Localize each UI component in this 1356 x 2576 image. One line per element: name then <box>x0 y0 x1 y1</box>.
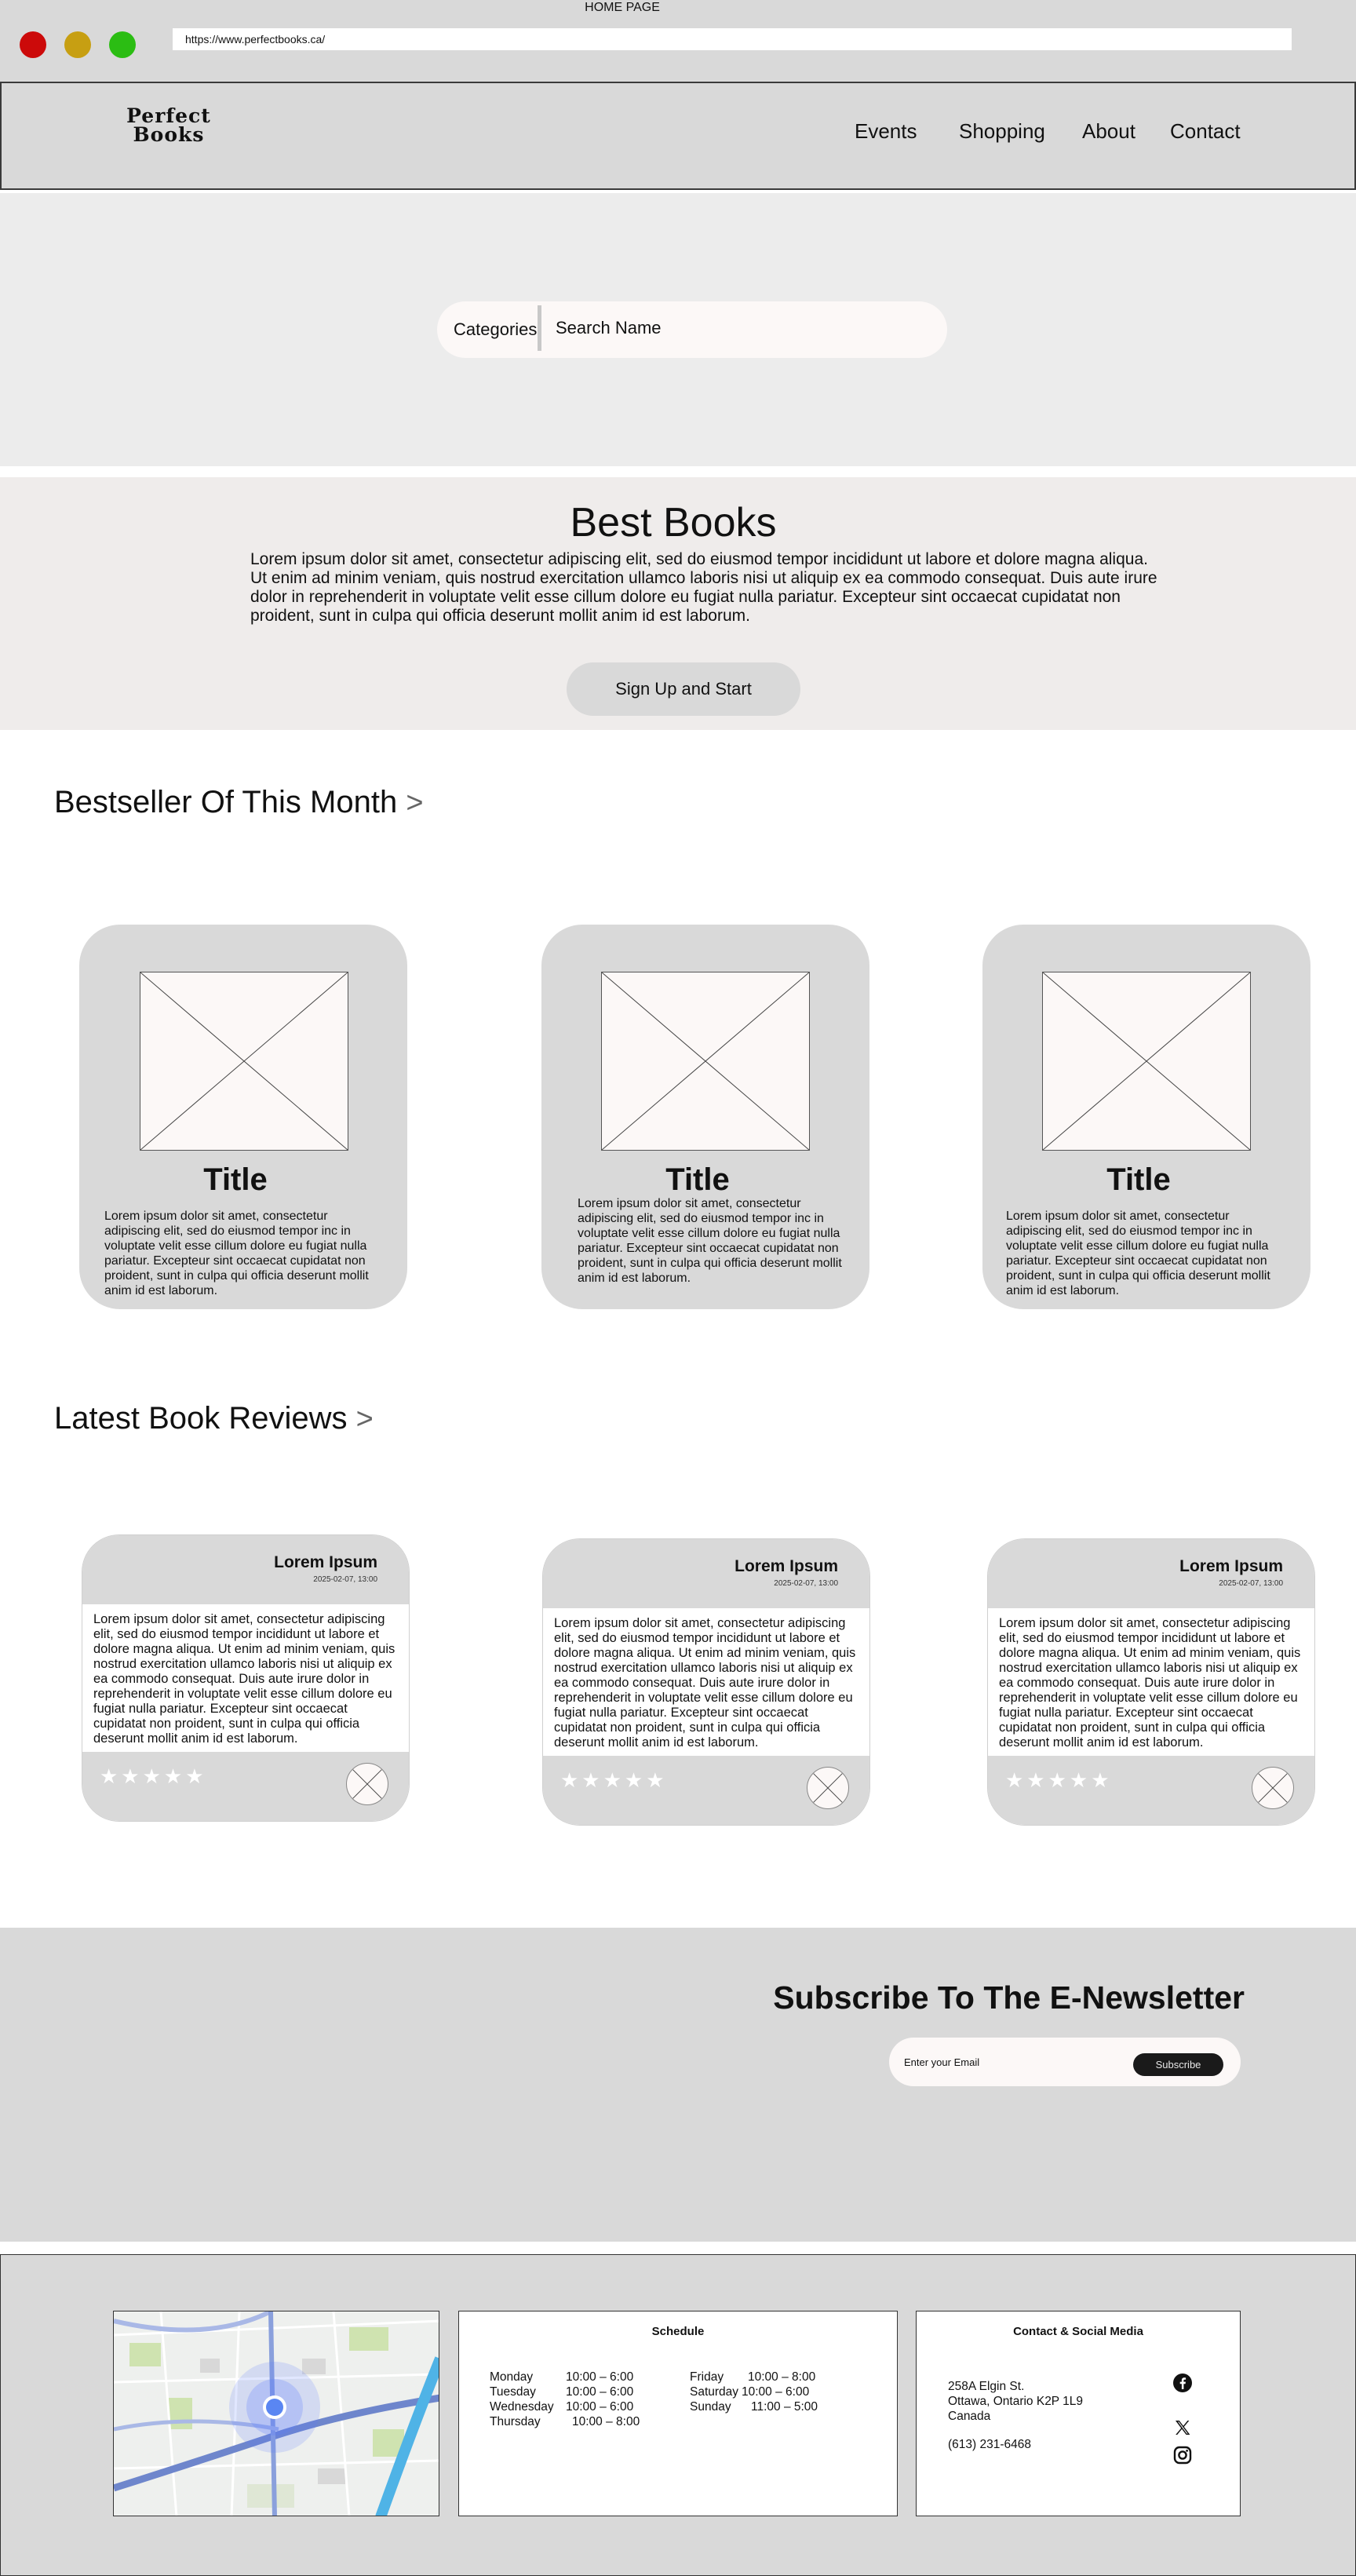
review-text: Lorem ipsum dolor sit amet, consectetur adipiscing elit, sed do eiusmod tempor incididunt ut labore et dolore magna aliqua. Ut enim ad minim veniam, quis nostrud exercitation ullamco laboris nisi ut aliquip ex ea commodo consequat. Duis aute irure dolor in reprehenderit in voluptate velit esse cillum dolore eu fugiat nulla pariatur. Excepteur sint occaecat cupidatat non proident, sunt in culpa qui officia deserunt mollit anim id est laborum. <box>999 1616 1301 1750</box>
window-close-button[interactable] <box>20 31 46 58</box>
bestseller-heading-text: Bestseller Of This Month <box>54 785 398 819</box>
schedule-hours: 10:00 – 6:00 <box>566 2385 634 2399</box>
nav-events[interactable]: Events <box>855 119 917 143</box>
schedule-hours-2 <box>742 2370 818 2414</box>
reviews-heading[interactable] <box>54 1399 374 1439</box>
reviewer-name: Lorem Ipsum <box>734 1557 838 1575</box>
review-text: Lorem ipsum dolor sit amet, consectetur adipiscing elit, sed do eiusmod tempor incididunt ut labore et dolore magna aliqua. Ut enim ad minim veniam, quis nostrud exercitation ullamco laboris nisi ut aliquip ex ea commodo consequat. Duis aute irure dolor in reprehenderit in voluptate velit esse cillum dolore eu fugiat nulla pariatur. Excepteur sint occaecat cupidatat non proident, sunt in culpa qui officia deserunt mollit anim id est laborum. <box>93 1612 396 1746</box>
book-title[interactable]: Title <box>665 1162 730 1197</box>
logo-line-2: Books <box>133 123 205 146</box>
schedule-title: Schedule <box>651 2325 705 2338</box>
rating-stars: ★★★★★ <box>560 1768 668 1792</box>
schedule-hours: 10:00 – 6:00 <box>566 2400 634 2414</box>
book-title[interactable]: Title <box>203 1162 268 1197</box>
rating-stars: ★★★★★ <box>1005 1768 1113 1792</box>
book-description: Lorem ipsum dolor sit amet, consectetur adipiscing elit, sed do eiusmod tempor inc in voluptate velit esse cillum dolore eu fugiat nulla pariatur. Excepteur sint occaecat cupidatat non proident, sunt in culpa qui officia deserunt mollit anim id est laborum. <box>578 1197 842 1285</box>
schedule-day: Saturday <box>690 2385 739 2399</box>
book-cover-placeholder <box>601 972 810 1151</box>
logo-line-1: Perfect <box>126 104 211 127</box>
review-card <box>987 1538 1315 1826</box>
schedule-day: Sunday <box>690 2400 731 2414</box>
review-date: 2025-02-07, 13:00 <box>313 1575 377 1584</box>
review-text: Lorem ipsum dolor sit amet, consectetur adipiscing elit, sed do eiusmod tempor incididunt ut labore et dolore magna aliqua. Ut enim ad minim veniam, quis nostrud exercitation ullamco laboris nisi ut aliquip ex ea commodo consequat. Duis aute irure dolor in reprehenderit in voluptate velit esse cillum dolore eu fugiat nulla pariatur. Excepteur sint occaecat cupidatat non proident, sunt in culpa qui officia deserunt mollit anim id est laborum. <box>554 1616 856 1750</box>
page-label: HOME PAGE <box>585 1 660 14</box>
instagram-icon[interactable] <box>1172 2445 1193 2465</box>
schedule-hours: 10:00 – 6:00 <box>566 2370 634 2384</box>
facebook-icon[interactable] <box>1172 2373 1193 2393</box>
book-description: Lorem ipsum dolor sit amet, consectetur adipiscing elit, sed do eiusmod tempor inc in voluptate velit esse cillum dolore eu fugiat nulla pariatur. Excepteur sint occaecat cupidatat non proident, sunt in culpa qui officia deserunt mollit anim id est laborum. <box>104 1210 369 1297</box>
contact-box <box>916 2311 1241 2516</box>
address-line-2: Ottawa, Ontario K2P 1L9 <box>948 2395 1084 2408</box>
chevron-right-icon[interactable]: > <box>355 1403 374 1436</box>
schedule-hours-1 <box>566 2370 640 2429</box>
rating-stars: ★★★★★ <box>100 1764 207 1788</box>
book-description: Lorem ipsum dolor sit amet, consectetur adipiscing elit, sed do eiusmod tempor inc in voluptate velit esse cillum dolore eu fugiat nulla pariatur. Excepteur sint occaecat cupidatat non proident, sunt in culpa qui officia deserunt mollit anim id est laborum. <box>1006 1210 1270 1297</box>
schedule-hours: 10:00 – 6:00 <box>742 2385 810 2399</box>
best-books-text: Lorem ipsum dolor sit amet, consectetur adipiscing elit, sed do eiusmod tempor incididunt ut labore et dolore magna aliqua. Ut enim ad minim veniam, quis nostrud exercitation ullamco laboris nisi ut aliquip ex ea commodo consequat. Duis aute irure dolor in reprehenderit in voluptate velit esse cillum dolore eu fugiat nulla pariatur. Excepteur sint occaecat cupidatat non proident, sunt in culpa qui officia deserunt mollit anim id est laborum. <box>250 550 1157 625</box>
phone-number[interactable]: (613) 231-6468 <box>948 2438 1031 2451</box>
contact-title: Contact & Social Media <box>1013 2325 1143 2338</box>
review-card <box>82 1534 410 1822</box>
reviewer-name: Lorem Ipsum <box>274 1553 377 1571</box>
search-input[interactable] <box>556 311 932 345</box>
schedule-box <box>458 2311 898 2516</box>
window-minimize-button[interactable] <box>64 31 91 58</box>
schedule-days-2 <box>690 2370 738 2414</box>
review-date: 2025-02-07, 13:00 <box>774 1579 838 1588</box>
nav-shopping[interactable]: Shopping <box>959 119 1045 143</box>
site-logo[interactable] <box>123 104 214 146</box>
book-card[interactable] <box>982 925 1310 1309</box>
subscribe-button[interactable]: Subscribe <box>1133 2053 1223 2076</box>
categories-dropdown[interactable]: Categories <box>454 319 538 339</box>
avatar[interactable] <box>346 1763 388 1805</box>
reviewer-name: Lorem Ipsum <box>1179 1557 1283 1575</box>
newsletter-title: Subscribe To The E-Newsletter <box>773 1979 1245 2016</box>
schedule-hours: 10:00 – 8:00 <box>572 2415 640 2428</box>
address-line-3: Canada <box>948 2410 991 2423</box>
book-card[interactable] <box>541 925 869 1309</box>
x-icon[interactable] <box>1174 2419 1191 2436</box>
location-map[interactable] <box>113 2311 439 2516</box>
avatar[interactable] <box>807 1767 849 1809</box>
review-card <box>542 1538 870 1826</box>
reviews-heading-text: Latest Book Reviews <box>54 1401 348 1436</box>
chevron-right-icon[interactable]: > <box>406 786 424 819</box>
review-date: 2025-02-07, 13:00 <box>1219 1579 1283 1588</box>
nav-contact[interactable]: Contact <box>1170 119 1241 143</box>
schedule-day: Monday <box>490 2370 534 2384</box>
schedule-day: Tuesday <box>490 2385 536 2399</box>
schedule-days-1 <box>490 2370 554 2429</box>
address-line-1: 258A Elgin St. <box>948 2380 1025 2393</box>
schedule-day: Wednesday <box>490 2400 554 2414</box>
best-books-title: Best Books <box>570 500 777 545</box>
bestseller-heading[interactable] <box>54 783 424 823</box>
sign-up-button[interactable]: Sign Up and Start <box>567 662 800 716</box>
book-card[interactable] <box>79 925 407 1309</box>
book-title[interactable]: Title <box>1106 1162 1171 1197</box>
schedule-hours: 10:00 – 8:00 <box>748 2370 816 2384</box>
email-field[interactable] <box>904 2053 1124 2071</box>
schedule-day: Friday <box>690 2370 724 2384</box>
schedule-hours: 11:00 – 5:00 <box>751 2400 818 2414</box>
avatar[interactable] <box>1252 1767 1294 1809</box>
schedule-day: Thursday <box>490 2415 541 2428</box>
search-divider <box>538 305 541 351</box>
book-cover-placeholder <box>1042 972 1251 1151</box>
address-bar[interactable]: https://www.perfectbooks.ca/ <box>173 28 1292 50</box>
nav-about[interactable]: About <box>1082 119 1135 143</box>
book-cover-placeholder <box>140 972 348 1151</box>
window-maximize-button[interactable] <box>109 31 136 58</box>
